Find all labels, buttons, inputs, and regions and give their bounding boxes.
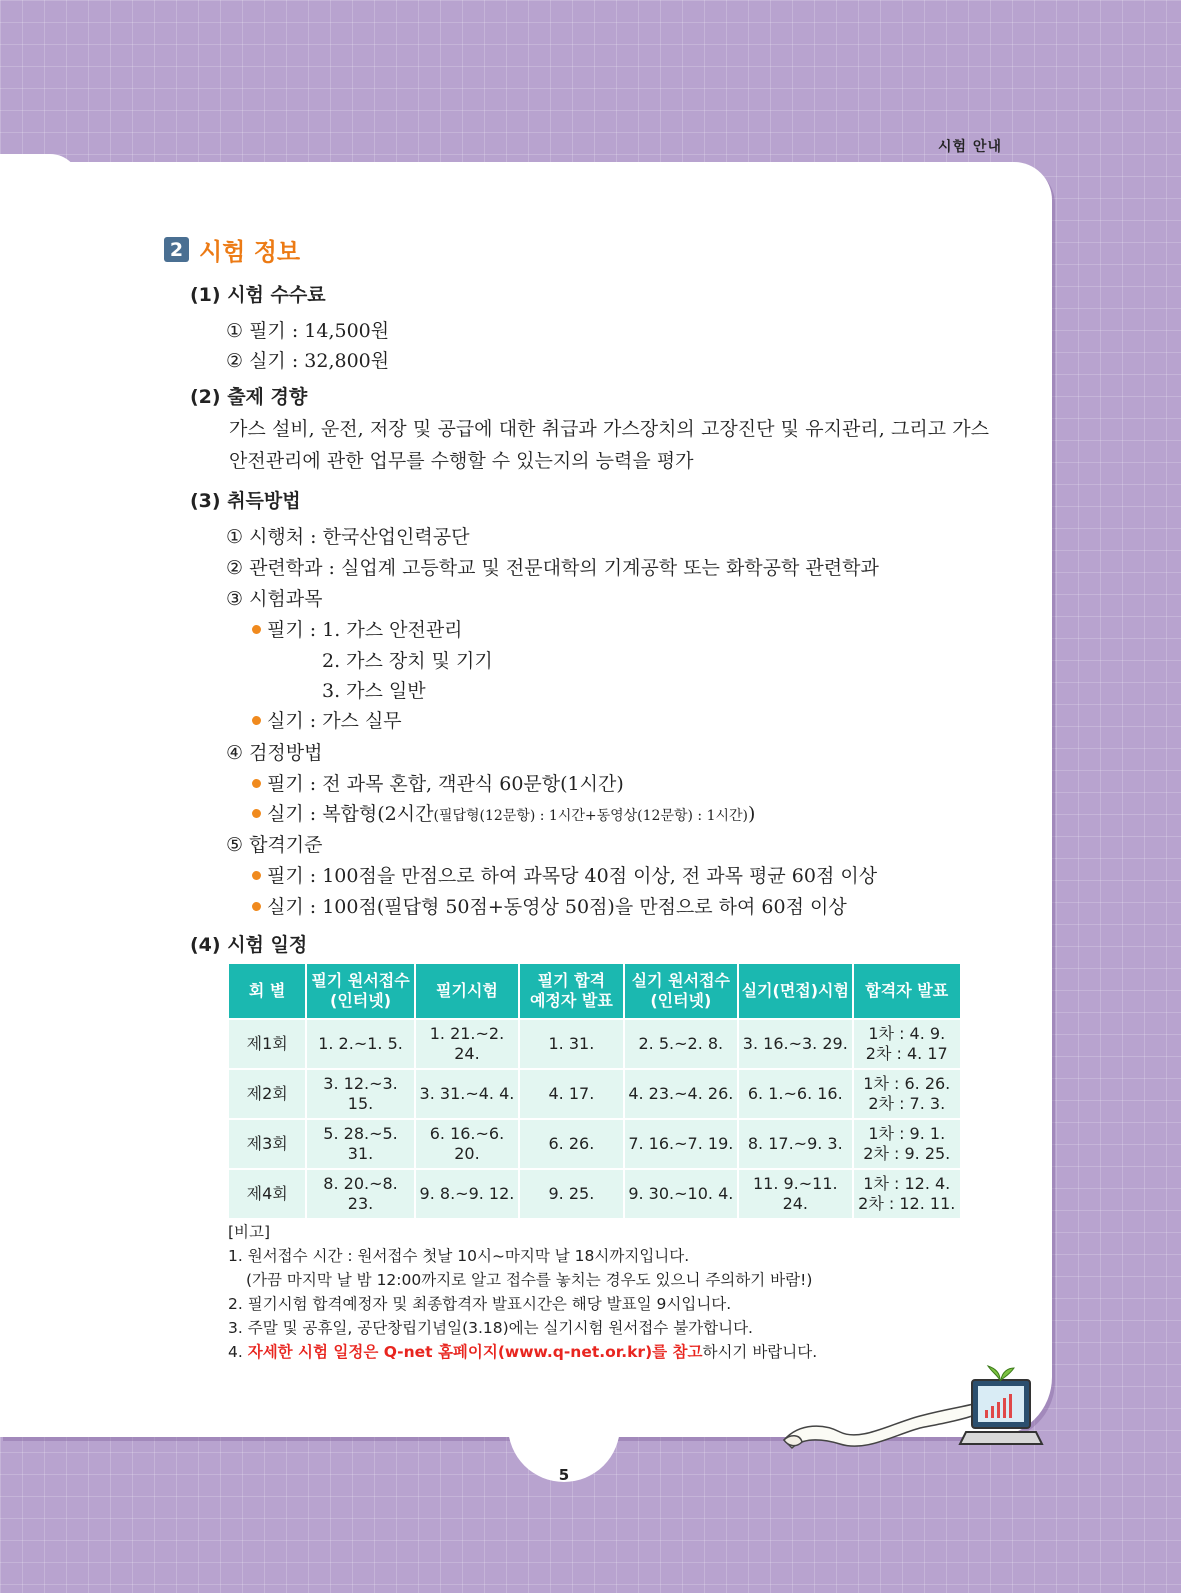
method-dept: ② 관련학과 : 실업계 고등학교 및 전문대학의 기계공학 또는 화학공학 관련학과 <box>226 557 879 579</box>
table-cell: 4. 23.~4. 26. <box>625 1070 737 1118</box>
col-header: 합격자 발표 <box>854 964 960 1018</box>
table-cell: 1. 21.~2. 24. <box>416 1020 518 1068</box>
method-heading: (3) 취득방법 <box>190 490 301 512</box>
header-label: 시험 안내 <box>938 139 1002 155</box>
schedule-heading: (4) 시험 일정 <box>190 934 308 956</box>
pass-written: 필기 : 100점을 만점으로 하여 과목당 40점 이상, 전 과목 평균 60점 이상 <box>252 861 877 888</box>
table-cell: 3. 16.~3. 29. <box>739 1020 851 1068</box>
schedule-header-row <box>229 964 960 1018</box>
section-badge: 2 <box>164 237 189 262</box>
table-cell: 1. 2.~1. 5. <box>307 1020 413 1068</box>
table-cell: 4. 17. <box>520 1070 622 1118</box>
table-cell: 9. 8.~9. 12. <box>416 1170 518 1218</box>
table-cell: 1차 : 9. 1. 2차 : 9. 25. <box>854 1120 960 1168</box>
note-4: 4. 자세한 시험 일정은 Q-net 홈페이지(www.q-net.or.kr)를 참고하시기 바랍니다. <box>228 1343 818 1361</box>
table-cell: 6. 16.~6. 20. <box>416 1120 518 1168</box>
table-cell: 제2회 <box>229 1070 305 1118</box>
table-row <box>229 1020 960 1068</box>
col-header: 회 별 <box>229 964 305 1018</box>
table-cell: 8. 17.~9. 3. <box>739 1120 851 1168</box>
exam-practical: 실기 : 복합형(2시간(필답형(12문항) : 1시간+동영상(12문항) : 1시간)) <box>252 799 755 826</box>
table-cell: 제1회 <box>229 1020 305 1068</box>
orange-bullet-icon <box>252 625 261 634</box>
schedule-table <box>227 962 962 1220</box>
table-cell: 11. 9.~11. 24. <box>739 1170 851 1218</box>
table-cell: 3. 12.~3. 15. <box>307 1070 413 1118</box>
table-cell: 1차 : 4. 9. 2차 : 4. 17 <box>854 1020 960 1068</box>
table-cell: 7. 16.~7. 19. <box>625 1120 737 1168</box>
table-row <box>229 1170 960 1218</box>
pass-practical: 실기 : 100점(필답형 50점+동영상 50점)을 만점으로 하여 60점 이상 <box>252 892 847 919</box>
computer-illustration-icon <box>780 1362 1045 1462</box>
table-cell: 6. 1.~6. 16. <box>739 1070 851 1118</box>
col-header: 필기시험 <box>416 964 518 1018</box>
method-pass: ⑤ 합격기준 <box>226 834 323 856</box>
table-cell: 5. 28.~5. 31. <box>307 1120 413 1168</box>
trend-text: 가스 설비, 운전, 저장 및 공급에 대한 취급과 가스장치의 고장진단 및 유지관리, 그리고 가스안전관리에 관한 업무를 수행할 수 있는지의 능력을 평가 <box>229 418 989 472</box>
subjects-practical: 실기 : 가스 실무 <box>252 706 402 733</box>
table-cell: 9. 25. <box>520 1170 622 1218</box>
table-cell: 8. 20.~8. 23. <box>307 1170 413 1218</box>
orange-bullet-icon <box>252 716 261 725</box>
table-cell: 9. 30.~10. 4. <box>625 1170 737 1218</box>
table-cell: 1차 : 6. 26. 2차 : 7. 3. <box>854 1070 960 1118</box>
table-cell: 제4회 <box>229 1170 305 1218</box>
table-cell: 6. 26. <box>520 1120 622 1168</box>
exam-written: 필기 : 전 과목 혼합, 객관식 60문항(1시간) <box>252 769 624 796</box>
table-cell: 제3회 <box>229 1120 305 1168</box>
orange-bullet-icon <box>252 871 261 880</box>
table-row <box>229 1120 960 1168</box>
col-header: 실기 원서접수 (인터넷) <box>625 964 737 1018</box>
orange-bullet-icon <box>252 809 261 818</box>
table-row <box>229 1070 960 1118</box>
note-2: 2. 필기시험 합격예정자 및 최종합격자 발표시간은 해당 발표일 9시입니다. <box>228 1295 732 1313</box>
section-title-text: 시험 정보 <box>199 238 301 266</box>
col-header: 실기(면접)시험 <box>739 964 851 1018</box>
table-cell: 2. 5.~2. 8. <box>625 1020 737 1068</box>
col-header: 필기 합격 예정자 발표 <box>520 964 622 1018</box>
note-3: 3. 주말 및 공휴일, 공단창립기념일(3.18)에는 실기시험 원서접수 불가합니다. <box>228 1319 753 1337</box>
fee-written: ① 필기 : 14,500원 <box>226 320 390 342</box>
method-subjects: ③ 시험과목 <box>226 588 323 610</box>
page-number: 5 <box>558 1466 570 1484</box>
trend-heading: (2) 출제 경향 <box>190 386 308 408</box>
notes <box>228 1220 817 1364</box>
fee-heading: (1) 시험 수수료 <box>190 284 326 306</box>
table-cell: 3. 31.~4. 4. <box>416 1070 518 1118</box>
subjects-written-3: 3. 가스 일반 <box>322 680 426 702</box>
note-1: 1. 원서접수 시간 : 원서접수 첫날 10시~마지막 날 18시까지입니다. <box>228 1247 690 1265</box>
table-cell: 1. 31. <box>520 1020 622 1068</box>
table-cell: 1차 : 12. 4. 2차 : 12. 11. <box>854 1170 960 1218</box>
notes-title: [비고] <box>228 1223 271 1241</box>
orange-bullet-icon <box>252 902 261 911</box>
fee-practical: ② 실기 : 32,800원 <box>226 350 390 372</box>
col-header: 필기 원서접수 (인터넷) <box>307 964 413 1018</box>
subjects-written: 필기 : 1. 가스 안전관리 <box>252 615 463 642</box>
section-title <box>164 232 300 267</box>
orange-bullet-icon <box>252 779 261 788</box>
method-agency: ① 시행처 : 한국산업인력공단 <box>226 526 470 548</box>
method-exam: ④ 검정방법 <box>226 742 323 764</box>
subjects-written-2: 2. 가스 장치 및 기기 <box>322 650 493 672</box>
note-1b: (가끔 마지막 날 밤 12:00까지로 알고 접수를 놓치는 경우도 있으니 주의하기 바람!) <box>246 1271 813 1289</box>
qnet-link-text: 자세한 시험 일정은 Q-net 홈페이지(www.q-net.or.kr)를 참고 <box>247 1343 703 1361</box>
